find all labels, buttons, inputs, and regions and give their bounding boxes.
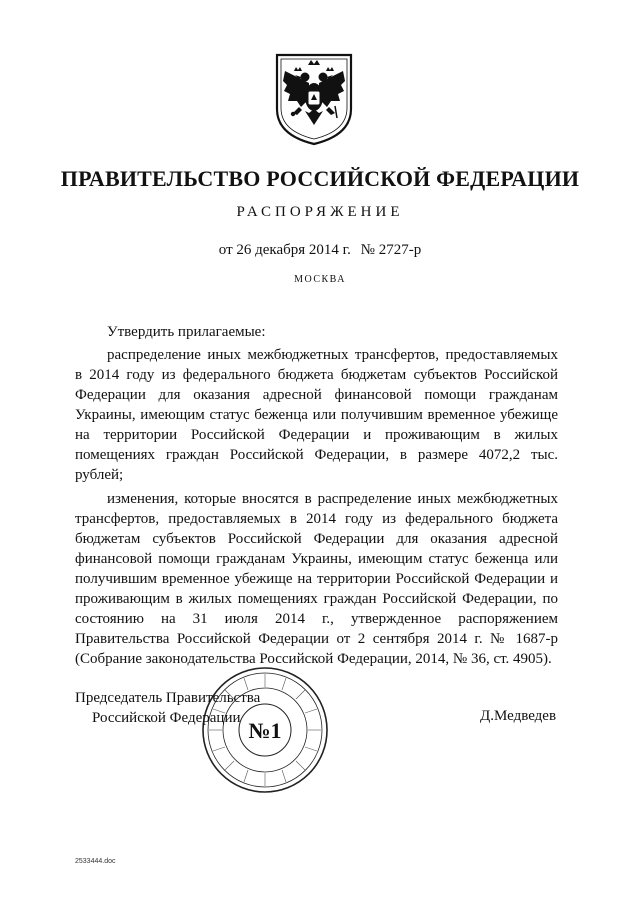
government-title: ПРАВИТЕЛЬСТВО РОССИЙСКОЙ ФЕДЕРАЦИИ bbox=[60, 166, 580, 191]
body-lead: Утвердить прилагаемые: bbox=[107, 324, 266, 340]
document-date-line bbox=[0, 242, 640, 259]
signatory-position bbox=[75, 688, 260, 728]
document-date: от 26 декабря 2014 г. bbox=[218, 242, 351, 258]
document-number: № 2727-р bbox=[360, 242, 422, 258]
official-seal-icon bbox=[200, 665, 330, 795]
seal-number: №1 bbox=[248, 718, 282, 743]
document-city: МОСКВА bbox=[294, 274, 346, 285]
signatory-name: Д.Медведев bbox=[480, 708, 557, 724]
body-item-2: изменения, которые вносятся в распределение иных межбюджетных трансфертов, предоставляемых в 2014 году из федерального бюджета бюджетам субъектов Российской Федерации для оказания адресной финансовой помощи гражданам Украины, имеющим статус беженца или получившим временное убежище на территории Российской Федерации и проживающим в жилых помещениях граждан Российской Федерации, по состоянию на 31 июля 2014 г., утвержденное распоряжением Правительства Российской Федерации от 2 сентября 2014 г. № 1687-р (Собрание законодательства Российской Федерации, 2014, № 36, ст. 4905). bbox=[75, 491, 558, 667]
file-code: 2533444.doc bbox=[75, 858, 116, 865]
document-body bbox=[75, 322, 558, 669]
signatory-position-line2: Российской Федерации bbox=[92, 710, 241, 726]
body-item-1: распределение иных межбюджетных трансфертов, предоставляемых в 2014 году из федерального бюджета бюджетам субъектов Российской Федерации для оказания адресной финансовой помощи гражданам Украины, имеющим статус беженца или получившим временное убежище на территории Российской Федерации и проживающим в жилых помещениях граждан Российской Федерации, в размере 4072,2 тыс. рублей; bbox=[75, 347, 558, 483]
signatory-position-line1: Председатель Правительства bbox=[75, 690, 261, 706]
coat-of-arms-icon bbox=[271, 51, 357, 147]
document-type: РАСПОРЯЖЕНИЕ bbox=[236, 204, 404, 220]
